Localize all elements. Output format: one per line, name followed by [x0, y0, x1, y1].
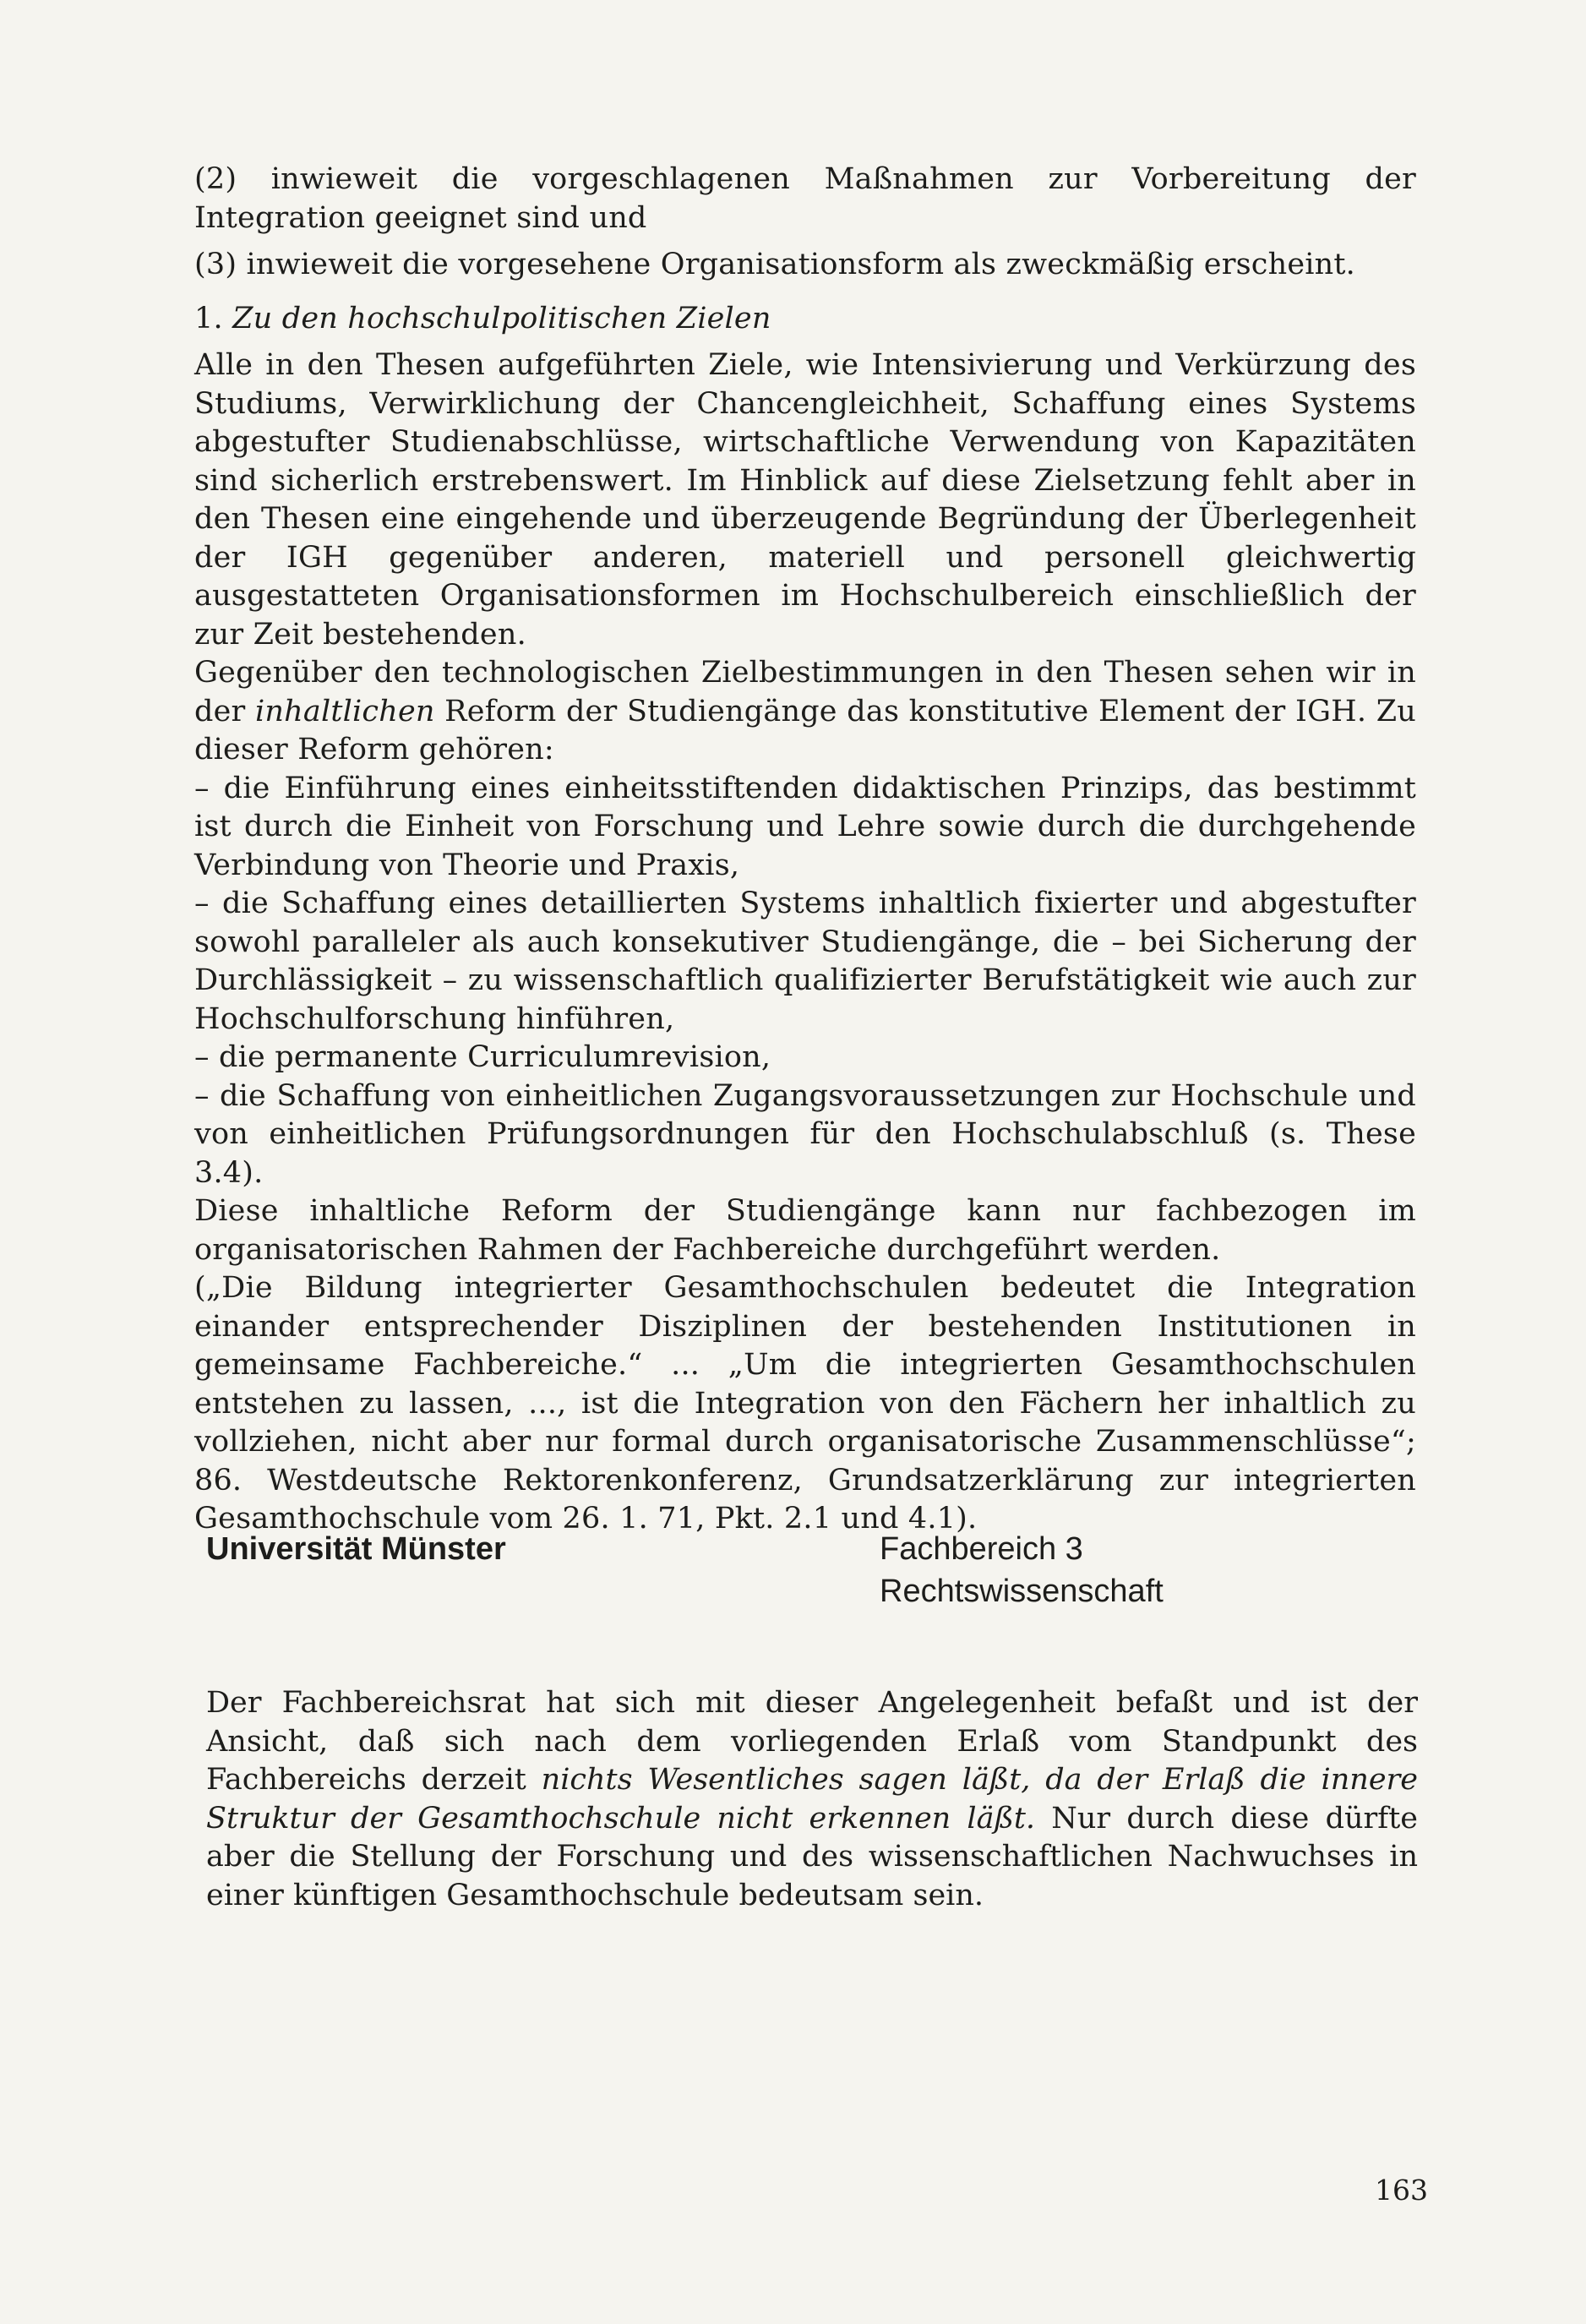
faculty-name — [880, 1528, 1164, 1612]
faculty-statement-paragraph — [206, 1684, 1418, 1915]
statement-emphasis: nichts Wesentliches sagen läßt, da der Erlaß die innere Struktur der Gesamthochschule nicht erkennen läßt. — [206, 1763, 1418, 1836]
list-item-2: (2) inwieweit die vorgeschlagenen Maßnahmen zur Vorbereitung der Integration geeignet sind und — [194, 162, 1416, 235]
paragraph-reform-emphasis: inhaltlichen — [255, 694, 435, 728]
main-text-block — [194, 161, 1416, 1539]
faculty-statement — [206, 1684, 1418, 1915]
heading-number: 1. — [194, 301, 223, 336]
bullet-admission-requirements: – die Schaffung von einheitlichen Zugangsvoraussetzungen zur Hochschule und von einheitlichen Prüfungsordnungen für den Hochschulabschluß (s. These 3.4). — [194, 1078, 1416, 1190]
statement-end: Nur durch diese dürfte aber die Stellung der Forschung und des wissenschaftlichen Nachwuchses in einer künftigen Gesamthochschule bedeutsam sein. — [206, 1801, 1418, 1912]
bullet-curriculum-revision: – die permanente Curriculumrevision, — [194, 1040, 771, 1074]
paragraph-reform-start: Gegenüber den technologischen Zielbestimmungen in den Thesen sehen wir in der — [194, 656, 1416, 728]
paragraph-reform — [194, 654, 1416, 770]
page-number: 163 — [1375, 2174, 1428, 2207]
paragraph-goals: Alle in den Thesen aufgeführten Ziele, wie Intensivierung und Verkürzung des Studiums, Verwirklichung der Chancengleichheit, Schaffung eines Systems abgestufter Studienabschlüsse, wirtschaftliche Verwendung von Kapazitäten sind sicherlich erstrebenswert. Im Hinblick auf diese Zielsetzung fehlt aber in den Thesen eine eingehende und überzeugende Begründung der Überlegenheit der IGH gegenüber anderen, materiell und personell gleichwertig ausgestatteten Organisationsformen im Hochschulbereich einschließlich der zur Zeit bestehenden. — [194, 348, 1416, 652]
paragraph-content-reform: Diese inhaltliche Reform der Studiengänge kann nur fachbezogen im organisatorischen Rahmen der Fachbereiche durchgeführt werden. — [194, 1194, 1416, 1267]
quote-rectors-conference: („Die Bildung integrierter Gesamthochschulen bedeutet die Integration einander entsprechender Disziplinen der bestehenden Institutionen in gemeinsame Fachbereiche.“ ... „Um die integrierten Gesamthochschulen entstehen zu lassen, ..., ist die Integration von den Fächern her inhaltlich zu vollziehen, nicht aber nur formal durch organisatorische Zusammenschlüsse“; 86. Westdeutsche Rektorenkonferenz, Grundsatzerklärung zur integrierten Gesamthochschule vom 26. 1. 71, Pkt. 2.1 und 4.1). — [194, 1271, 1416, 1536]
bullet-didactic-principle: – die Einführung eines einheitsstiftenden didaktischen Prinzips, das bestimmt ist durch die Einheit von Forschung und Lehre sowie durch die durchgehende Verbindung von Theorie und Praxis, — [194, 771, 1416, 882]
list-item-3: (3) inwieweit die vorgesehene Organisationsform als zweckmäßig erscheint. — [194, 248, 1355, 281]
bullet-study-system: – die Schaffung eines detaillierten Systems inhaltlich fixierter und abgestufter sowohl paralleler als auch konsekutiver Studiengänge, die – bei Sicherung der Durchlässigkeit – zu wissenschaftlich qualifizierter Berufstätigkeit wie auch zur Hochschulforschung hinführen, — [194, 887, 1416, 1036]
faculty-number: Fachbereich 3 — [880, 1531, 1083, 1567]
faculty-subject: Rechtswissenschaft — [880, 1574, 1164, 1609]
paragraph-reform-end: Reform der Studiengänge das konstitutive Element der IGH. Zu dieser Reform gehören: — [194, 694, 1416, 766]
statement-start: Der Fachbereichsrat hat sich mit dieser Angelegenheit befaßt und ist der Ansicht, daß sich nach dem vorliegenden Erlaß vom Standpunkt des Fachbereichs derzeit — [206, 1686, 1418, 1797]
heading-text: Zu den hochschulpolitischen Zielen — [232, 301, 771, 336]
section-heading — [194, 300, 1416, 339]
university-name: Universität Münster — [206, 1531, 506, 1567]
